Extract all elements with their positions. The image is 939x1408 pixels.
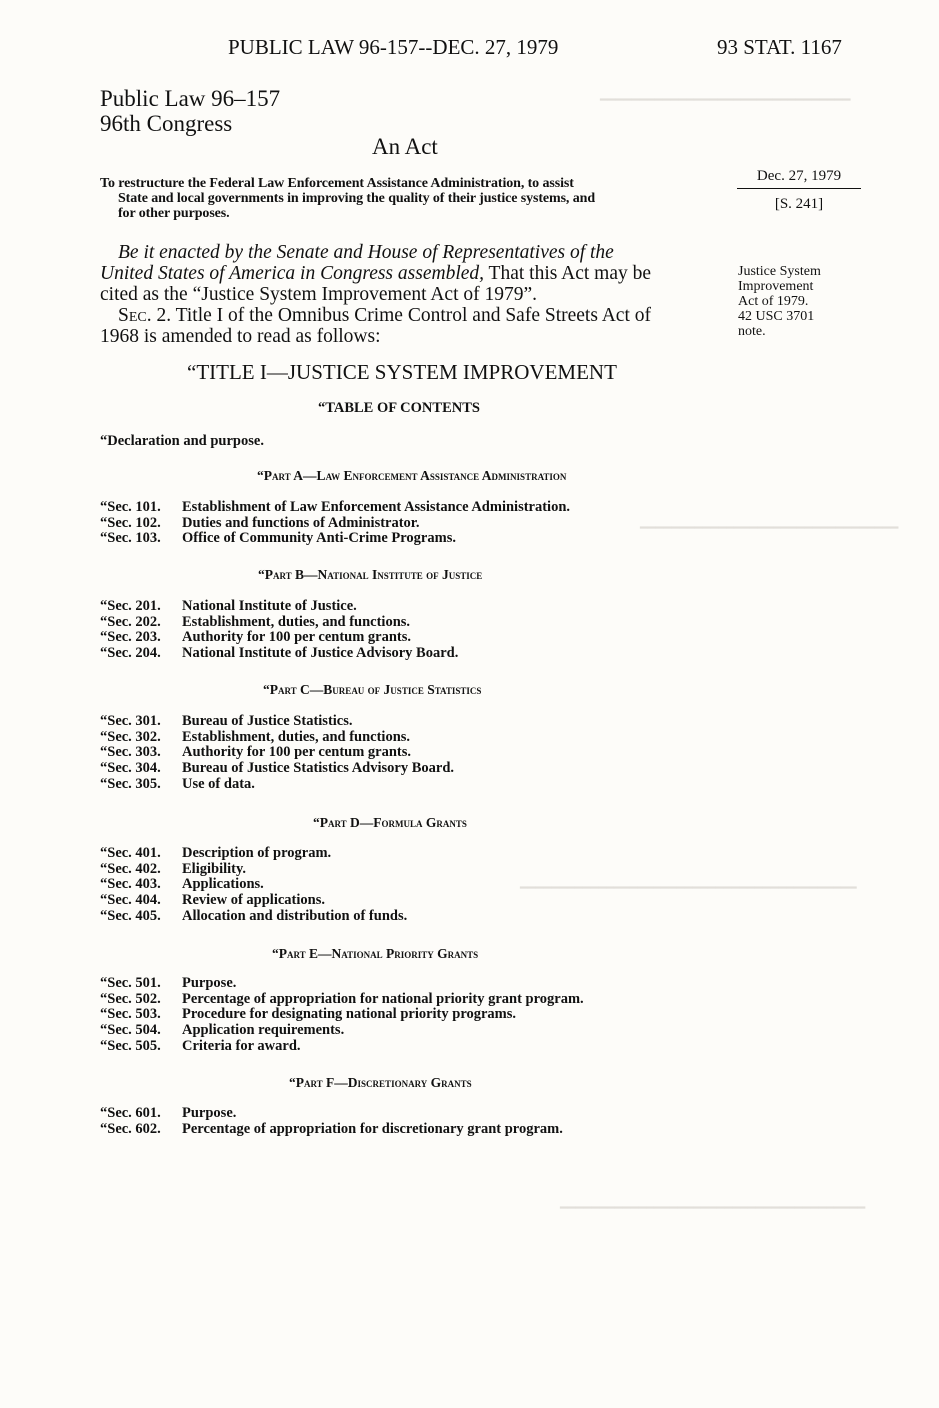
purpose-line-3: for other purposes. <box>118 206 230 221</box>
toc-row: “Sec. 203. Authority for 100 per centum grants. <box>100 629 412 646</box>
sec2-text: Title I of the Omnibus Crime Control and Safe Streets Act of <box>171 305 651 326</box>
part-d-sections <box>100 846 407 925</box>
toc-row: “Sec. 502. Percentage of appropriation for national priority grant program. <box>100 990 584 1007</box>
toc-row: “Sec. 405. Allocation and distribution of funds. <box>100 907 408 924</box>
enactment-date: Dec. 27, 1979 <box>737 168 861 189</box>
public-law-number: Public Law 96–157 <box>100 86 281 111</box>
toc-row: “Sec. 202. Establishment, duties, and functions. <box>100 613 411 630</box>
declaration-entry: “Declaration and purpose. <box>100 433 264 449</box>
title-heading: “TITLE I—JUSTICE SYSTEM IMPROVEMENT <box>187 360 617 384</box>
margin-note-line: note. <box>738 324 766 339</box>
enacting-clause <box>100 242 726 347</box>
toc-row: “Sec. 504. Application requirements. <box>100 1022 345 1039</box>
toc-row: “Sec. 204. National Institute of Justice Advisory Board. <box>100 645 459 662</box>
toc-row: “Sec. 402. Eligibility. <box>100 860 247 877</box>
toc-row: “Sec. 103. Office of Community Anti-Crime Programs. <box>100 530 456 547</box>
toc-row: “Sec. 401. Description of program. <box>100 845 332 861</box>
enact-line-3: cited as the “Justice System Improvement Act of 1979”. <box>100 284 538 305</box>
bill-number: [S. 241] <box>774 196 824 212</box>
margin-note-line: Act of 1979. <box>738 294 809 309</box>
toc-row: “Sec. 102. Duties and functions of Administrator. <box>100 514 420 531</box>
enact-italic-2: United States of America in Congress assembled, <box>100 263 485 284</box>
running-header-left: PUBLIC LAW 96-157--DEC. 27, 1979 <box>228 35 559 59</box>
sec2-label: Sec. 2. <box>118 305 172 326</box>
toc-row: “Sec. 403. Applications. <box>100 876 264 893</box>
toc-row: “Sec. 305. Use of data. <box>100 775 255 792</box>
part-c-sections <box>100 714 454 793</box>
part-b-sections <box>100 599 458 662</box>
enact-italic-1: Be it enacted by the Senate and House of Representatives of the <box>118 242 614 263</box>
margin-note <box>738 264 821 339</box>
part-f-sections <box>100 1106 563 1137</box>
toc-row: “Sec. 501. Purpose. <box>100 975 237 991</box>
enact-rest-2: That this Act may be <box>484 263 652 284</box>
toc-row: “Sec. 301. Bureau of Justice Statistics. <box>100 713 353 729</box>
enactment-date-box <box>737 168 861 213</box>
toc-row: “Sec. 602. Percentage of appropriation for discretionary grant program. <box>100 1120 563 1137</box>
act-title: An Act <box>372 134 438 159</box>
part-f-heading: “Part F—Discretionary Grants <box>289 1075 472 1090</box>
toc-row: “Sec. 503. Procedure for designating national priority programs. <box>100 1006 517 1023</box>
toc-heading: “TABLE OF CONTENTS <box>318 400 480 416</box>
toc-row: “Sec. 201. National Institute of Justice. <box>100 598 357 614</box>
law-identifier <box>100 86 280 136</box>
part-a-sections <box>100 500 570 547</box>
margin-note-line: Improvement <box>738 279 814 294</box>
part-b-heading: “Part B—National Institute of Justice <box>258 567 483 582</box>
margin-note-line: 42 USC 3701 <box>738 309 815 324</box>
toc-row: “Sec. 404. Review of applications. <box>100 892 325 909</box>
toc-row: “Sec. 505. Criteria for award. <box>100 1037 301 1054</box>
purpose-line-2: State and local governments in improving the quality of their justice systems, and <box>118 191 596 206</box>
purpose-line-1: To restructure the Federal Law Enforcement Assistance Administration, to assist <box>100 176 574 191</box>
part-a-heading: “Part A—Law Enforcement Assistance Administration <box>257 468 567 483</box>
congress-number: 96th Congress <box>100 111 233 136</box>
part-d-heading: “Part D—Formula Grants <box>313 815 467 830</box>
toc-row: “Sec. 601. Purpose. <box>100 1105 237 1121</box>
margin-note-line: Justice System <box>738 264 821 279</box>
enact-line-5: 1968 is amended to read as follows: <box>100 326 381 347</box>
toc-row: “Sec. 304. Bureau of Justice Statistics Advisory Board. <box>100 760 455 777</box>
part-c-heading: “Part C—Bureau of Justice Statistics <box>263 682 482 697</box>
part-e-sections <box>100 976 584 1055</box>
part-e-heading: “Part E—National Priority Grants <box>272 946 479 961</box>
toc-row: “Sec. 101. Establishment of Law Enforcement Assistance Administration. <box>100 499 571 515</box>
toc-row: “Sec. 303. Authority for 100 per centum grants. <box>100 744 412 761</box>
toc-row: “Sec. 302. Establishment, duties, and functions. <box>100 728 411 745</box>
purpose-clause <box>100 176 726 221</box>
running-header-page: 93 STAT. 1167 <box>717 35 842 59</box>
